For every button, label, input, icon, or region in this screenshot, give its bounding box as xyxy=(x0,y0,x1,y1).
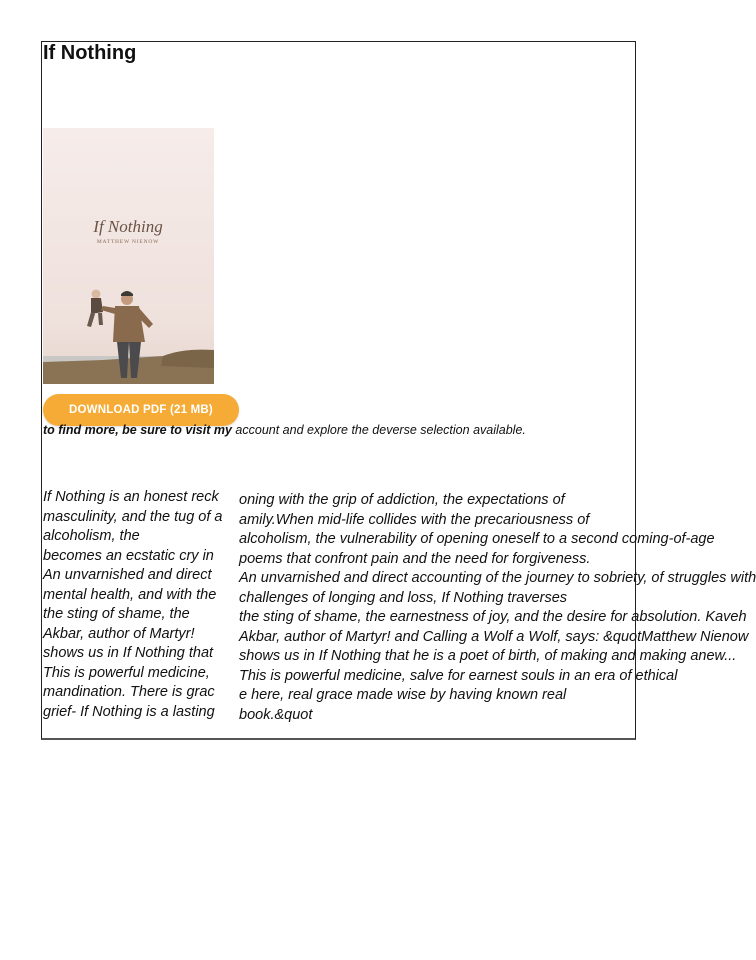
right-line: the sting of shame, the earnestness of joy, and the desire for absolution. Kaveh xyxy=(239,609,747,625)
book-cover-illustration xyxy=(43,128,214,384)
right-line: An unvarnished and direct accounting of the journey to sobriety, of struggles with xyxy=(239,570,756,586)
left-line: mandination. There is grac xyxy=(43,684,215,700)
left-line: This is powerful medicine, xyxy=(43,664,210,681)
left-line: Akbar, author of Martyr! xyxy=(43,625,195,642)
visit-line-bold: to find more, be sure to visit my xyxy=(43,423,232,437)
left-line: becomes an ecstatic cry in xyxy=(43,547,214,564)
visit-account-text xyxy=(43,422,526,438)
cover-title: If Nothing xyxy=(93,217,163,236)
description-right-column xyxy=(239,491,756,725)
right-line: challenges of longing and loss, If Nothing traverses xyxy=(239,589,568,606)
book-cover-image[interactable] xyxy=(43,128,214,384)
right-line: book.&quot xyxy=(239,706,313,723)
left-line: alcoholism, the xyxy=(43,528,140,544)
left-line: the sting of shame, the xyxy=(43,606,190,622)
page-title: If Nothing xyxy=(43,42,137,64)
right-line: amily.When mid-life collides with the precariousness of xyxy=(239,511,590,528)
right-line: This is powerful medicine, salve for earnest souls in an era of ethical xyxy=(239,667,678,684)
right-line: alcoholism, the vulnerability of opening oneself to a second coming-of-age xyxy=(239,531,715,547)
left-line: shows us in If Nothing that xyxy=(43,645,214,661)
left-line: masculinity, and the tug of a xyxy=(43,508,223,525)
right-line: Akbar, author of Martyr! and Calling a Wolf a Wolf, says: &quotMatthew Nienow xyxy=(239,628,749,645)
right-line: oning with the grip of addiction, the expectations of xyxy=(239,492,565,508)
left-line: mental health, and with the xyxy=(43,586,217,603)
left-line: grief- If Nothing is a lasting xyxy=(43,703,215,720)
right-line: e here, real grace made wise by having known real xyxy=(239,687,567,703)
document-page xyxy=(41,41,756,740)
left-line: An unvarnished and direct xyxy=(43,567,212,583)
left-line: If Nothing is an honest reck xyxy=(43,489,219,505)
cover-author: MATTHEW NIENOW xyxy=(96,239,160,245)
right-line: shows us in If Nothing that he is a poet of birth, of making and making anew... xyxy=(239,648,737,664)
download-pdf-button[interactable]: DOWNLOAD PDF (21 MB) xyxy=(43,394,239,426)
visit-line-rest: account and explore the deverse selection available. xyxy=(231,423,526,437)
right-line: poems that confront pain and the need for forgiveness. xyxy=(239,550,591,567)
description-left-column xyxy=(43,488,236,722)
